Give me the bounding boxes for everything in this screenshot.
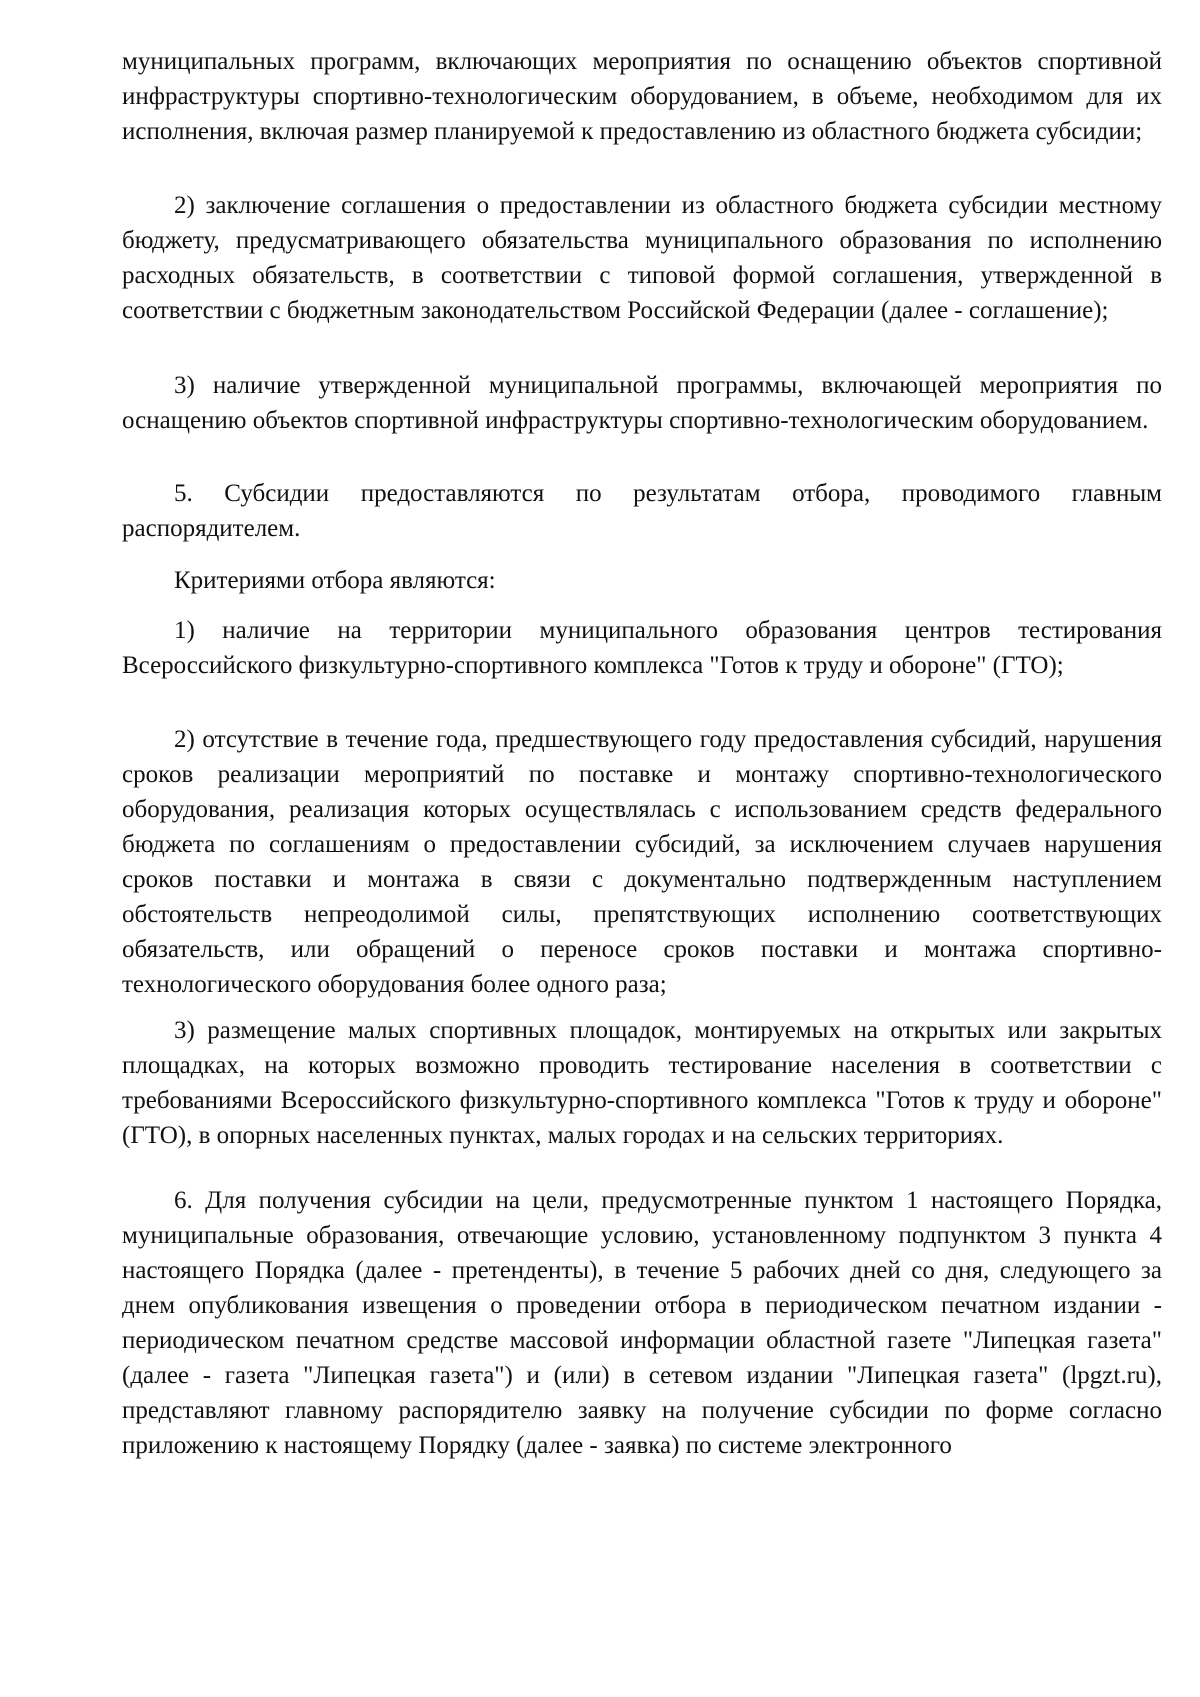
paragraph-criterion-1: 1) наличие на территории муниципального образования центров тестирования Всероссийского физкультурно-спортивного комплекса "Готов к труду и обороне" (ГТО); [122,617,1162,679]
paragraph-item-2: 2) заключение соглашения о предоставлении из областного бюджета субсидии местному бюджету, предусматривающего обязательства муниципального образования по исполнению расходных обязательств, в соответствии с типовой формой соглашения, утвержденной в соответствии с бюджетным законодательством Российской Федерации (далее - соглашение); [122,192,1162,324]
paragraph-criterion-2: 2) отсутствие в течение года, предшествующего году предоставления субсидий, нарушения сроков реализации мероприятий по поставке и монтажу спортивно-технологического оборудования, реализация которых осуществлялась с использованием средств федерального бюджета по соглашениям о предоставлении субсидий, за исключением случаев нарушения сроков поставки и монтажа в связи с документально подтвержденным наступлением обстоятельств непреодолимой силы, препятствующих исполнению соответствующих обязательств, или обращений о переносе сроков поставки и монтажа спортивно-технологического оборудования более одного раза; [122,726,1162,998]
paragraph-criteria-heading: Критериями отбора являются: [174,567,496,594]
paragraph-criterion-3: 3) размещение малых спортивных площадок, монтируемых на открытых или закрытых площадках, на которых возможно проводить тестирование населения в соответствии с требованиями Всероссийского физкультурно-спортивного комплекса "Готов к труду и обороне" (ГТО), в опорных населенных пунктах, малых городах и на сельских территориях. [122,1017,1162,1149]
paragraph-continuation: муниципальных программ, включающих мероприятия по оснащению объектов спортивной инфраструктуры спортивно-технологическим оборудованием, в объеме, необходимом для их исполнения, включая размер планируемой к предоставлению из областного бюджета субсидии; [122,48,1162,145]
paragraph-section-5: 5. Субсидии предоставляются по результатам отбора, проводимого главным распорядителем. [122,480,1162,542]
paragraph-item-3: 3) наличие утвержденной муниципальной программы, включающей мероприятия по оснащению объектов спортивной инфраструктуры спортивно-технологическим оборудованием. [122,372,1162,434]
paragraph-section-6: 6. Для получения субсидии на цели, предусмотренные пунктом 1 настоящего Порядка, муниципальные образования, отвечающие условию, установленному подпунктом 3 пункта 4 настоящего Порядка (далее - претенденты), в течение 5 рабочих дней со дня, следующего за днем опубликования извещения о проведении отбора в периодическом печатном издании - периодическом печатном средстве массовой информации областной газете "Липецкая газета" (далее - газета "Липецкая газета") и (или) в сетевом издании "Липецкая газета" (lpgzt.ru), представляют главному распорядителю заявку на получение субсидии по форме согласно приложению к настоящему Порядку (далее - заявка) по системе электронного [122,1187,1162,1459]
